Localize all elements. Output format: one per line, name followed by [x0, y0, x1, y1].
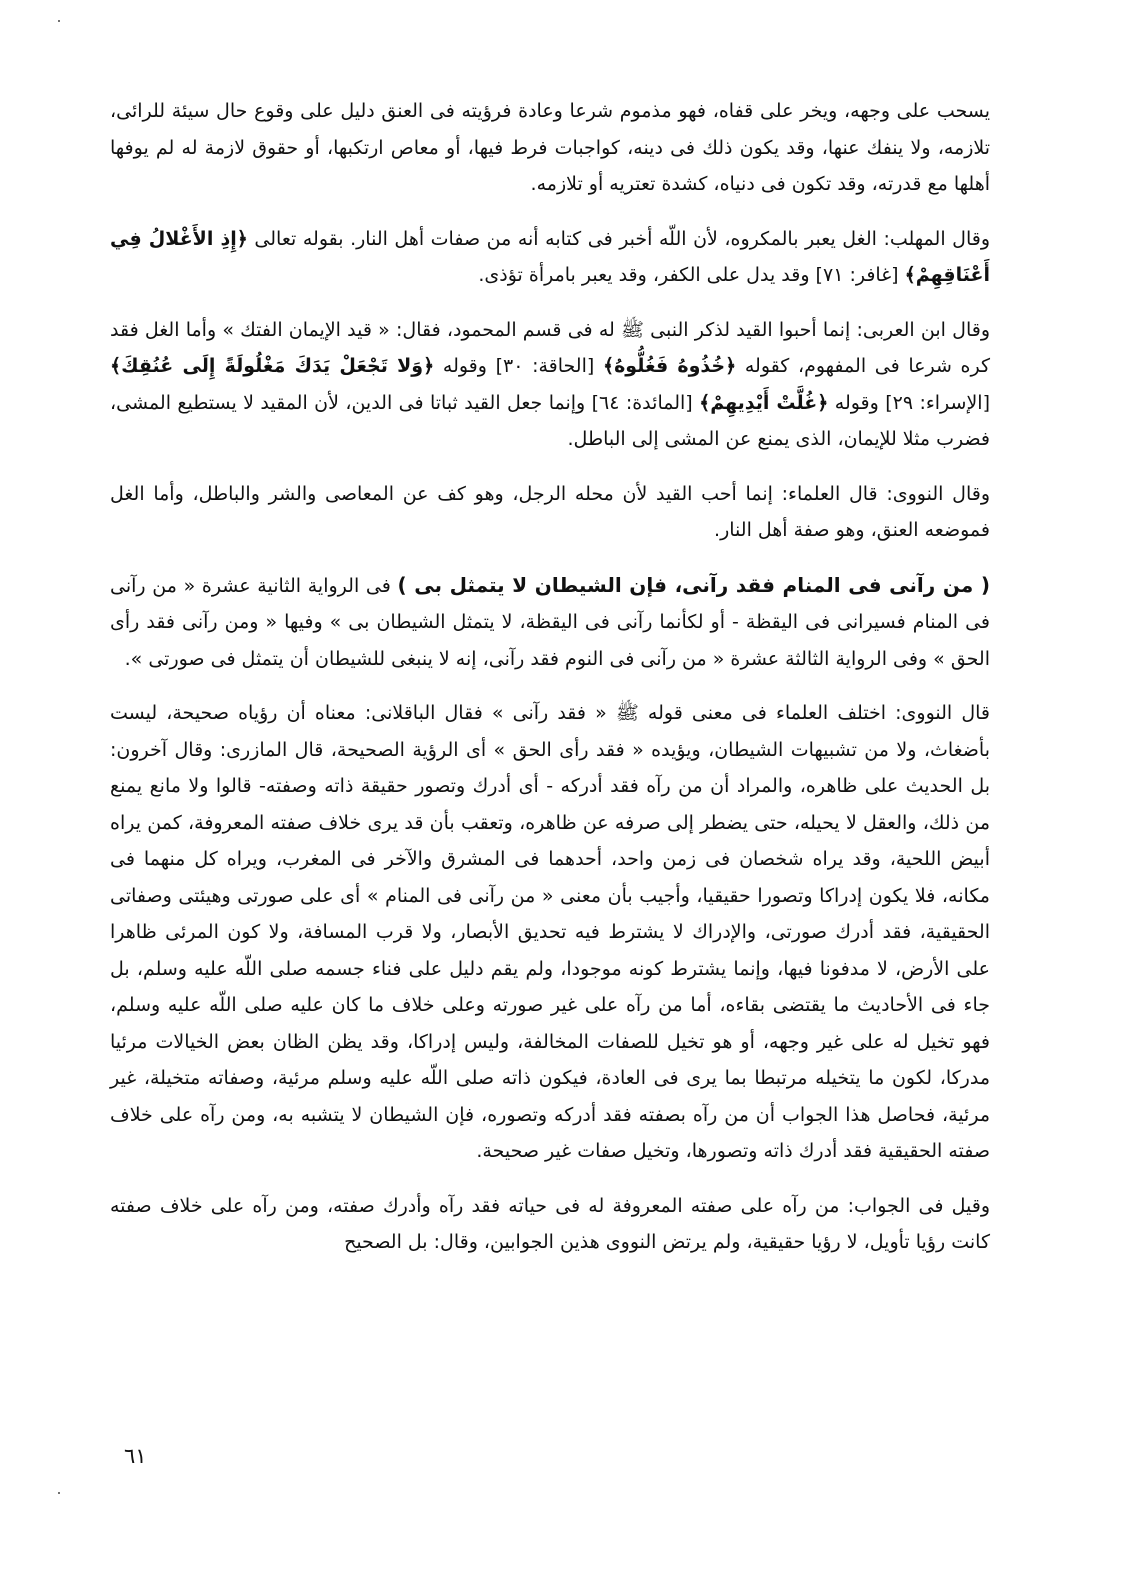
quran-verse: ﴿خُذُوهُ فَغُلُّوهُ﴾	[602, 355, 737, 377]
paragraph-1-text: يسحب على وجهه، ويخر على قفاه، فهو مذموم شرعا وعادة فرؤيته فى العنق دليل على وقوع حال سيئة للرائى، تلازمه، ولا ينفك عنها، وقد يكون ذلك فى دينه، كواجبات فرط فيها، أو معاص ارتكبها، أو حقوق لازمة له لم يوفها أهلها مع قدرته، وقد تكون فى دنياه، كشدة تعتريه أو تلازمه.	[110, 100, 990, 195]
paragraph-3-text-c: [الإسراء: ٢٩] وقوله	[828, 391, 990, 414]
paragraph-4-text: وقال النووى: قال العلماء: إنما أحب القيد لأن محله الرجل، وهو كف عن المعاصى والشر والباطل، وأما الغل فموضعه العنق، وهو صفة أهل النار.	[110, 482, 990, 541]
paragraph-5-text: فى الرواية الثانية عشرة « من رآنى فى المنام فسيرانى فى اليقظة - أو لكأنما رآنى فى اليقظة، لا يتمثل الشيطان بى » وفيها « ومن رآنى فقد رأى الحق » وفى الرواية الثالثة عشرة « من رآنى فى النوم فقد رآنى، إنه لا ينبغى للشيطان أن يتمثل فى صورتى ».	[110, 574, 990, 670]
paragraph-1	[110, 93, 990, 203]
paragraph-2-text-a: وقال المهلب: الغل يعبر بالمكروه، لأن اللّه أخبر فى كتابه أنه من صفات أهل النار. بقوله تعالى	[247, 227, 991, 250]
quran-verse: ﴿غُلَّتْ أَيْدِيهِمْ﴾	[699, 391, 829, 414]
hadith-heading: ( من رآنى فى المنام فقد رآنى، فإن الشيطان لا يتمثل بى )	[397, 572, 991, 597]
paragraph-3-text-b: [الحاقة: ٣٠] وقوله	[434, 355, 603, 377]
paragraph-7-text: وقيل فى الجواب: من رآه على صفته المعروفة له فى حياته فقد رآه وأدرك صفته، ومن رآه على خلاف صفته كانت رؤيا تأويل، لا رؤيا حقيقية، ولم يرتض النووى هذين الجوابين، وقال: بل الصحيح	[110, 1194, 990, 1253]
paragraph-7	[110, 1188, 990, 1261]
text-body	[110, 93, 990, 1279]
paragraph-2-text-b: [غافر: ٧١] وقد يدل على الكفر، وقد يعبر بامرأة تؤذى.	[478, 264, 905, 286]
scan-speck	[58, 1492, 60, 1494]
paragraph-6-text: قال النووى: اختلف العلماء فى معنى قوله ﷺ « فقد رآنى » فقال الباقلانى: معناه أن رؤياه صحيحة، ليست بأضغاث، ولا من تشبيهات الشيطان، ويؤيده « فقد رأى الحق » أى الرؤية الصحيحة، قال المازرى: وقال آخرون: بل الحديث على ظاهره، والمراد أن من رآه فقد أدركه - أى أدرك وتصور حقيقة ذاته وصفته- قالوا ولا مانع يمنع من ذلك، والعقل لا يحيله، حتى يضطر إلى صرفه عن ظاهره، وتعقب بأن قد يرى خلاف صفته المعروفة، كمن يراه أبيض اللحية، وقد يراه شخصان فى زمن واحد، أحدهما فى المشرق والآخر فى المغرب، ويراه كل منهما فى مكانه، فلا يكون إدراكا وتصورا حقيقيا، وأجيب بأن معنى « من رآنى فى المنام » أى على صورتى وهيئتى وصفاتى الحقيقية، فقد أدرك صورتى، والإدراك لا يشترط فيه تحديق الأبصار، ولا قرب المسافة، ولا كون المرئى ظاهرا على الأرض، لا مدفونا فيها، وإنما يشترط كونه موجودا، ولم يقم دليل على فناء جسمه صلى اللّه عليه وسلم، بل جاء فى الأحاديث ما يقتضى بقاءه، أما من رآه على غير صورته وعلى خلاف ما كان عليه صلى اللّه عليه وسلم، فهو تخيل له على غير وجهه، أو هو تخيل للصفات المخالفة، وليس إدراكا، وقد يظن الظان بعض الخيالات مرئيا مدركا، لكون ما يتخيله مرتبطا بما يرى فى العادة، فيكون ذاته صلى اللّه عليه وسلم مرئية، وصفاته متخيلة، غير مرئية، فحاصل هذا الجواب أن من رآه بصفته فقد أدركه وتصوره، فإن الشيطان لا يتشبه به، ومن رآه على خلاف صفته الحقيقية فقد أدرك ذاته وتصورها، وتخيل صفات غير صحيحة.	[110, 702, 990, 1162]
paragraph-4	[110, 476, 990, 549]
paragraph-5	[110, 567, 990, 678]
paragraph-3-text-d: [المائدة: ٦٤] وإنما جعل القيد ثباتا فى الدين، لأن المقيد لا يستطيع المشى، فضرب مثلا للإيمان، الذى يمنع عن المشى إلى الباطل.	[110, 391, 990, 450]
paragraph-3	[110, 312, 990, 458]
quran-verse: ﴿وَلا تَجْعَلْ يَدَكَ مَغْلُولَةً إِلَى عُنُقِكَ﴾	[110, 355, 435, 377]
paragraph-6	[110, 695, 990, 1170]
paragraph-2	[110, 221, 990, 294]
scan-speck	[58, 20, 60, 22]
page-number: ٦١	[124, 1444, 147, 1468]
quran-verse: ﴿إِذِ الأَغْلالُ فِي أَعْنَاقِهِمْ﴾	[110, 227, 990, 286]
paragraph-3-text-a: وقال ابن العربى: إنما أحبوا القيد لذكر النبى ﷺ له فى قسم المحمود، فقال: « قيد الإيمان الفتك » وأما الغل فقد كره شرعا فى المفهوم، كقوله	[110, 318, 991, 377]
